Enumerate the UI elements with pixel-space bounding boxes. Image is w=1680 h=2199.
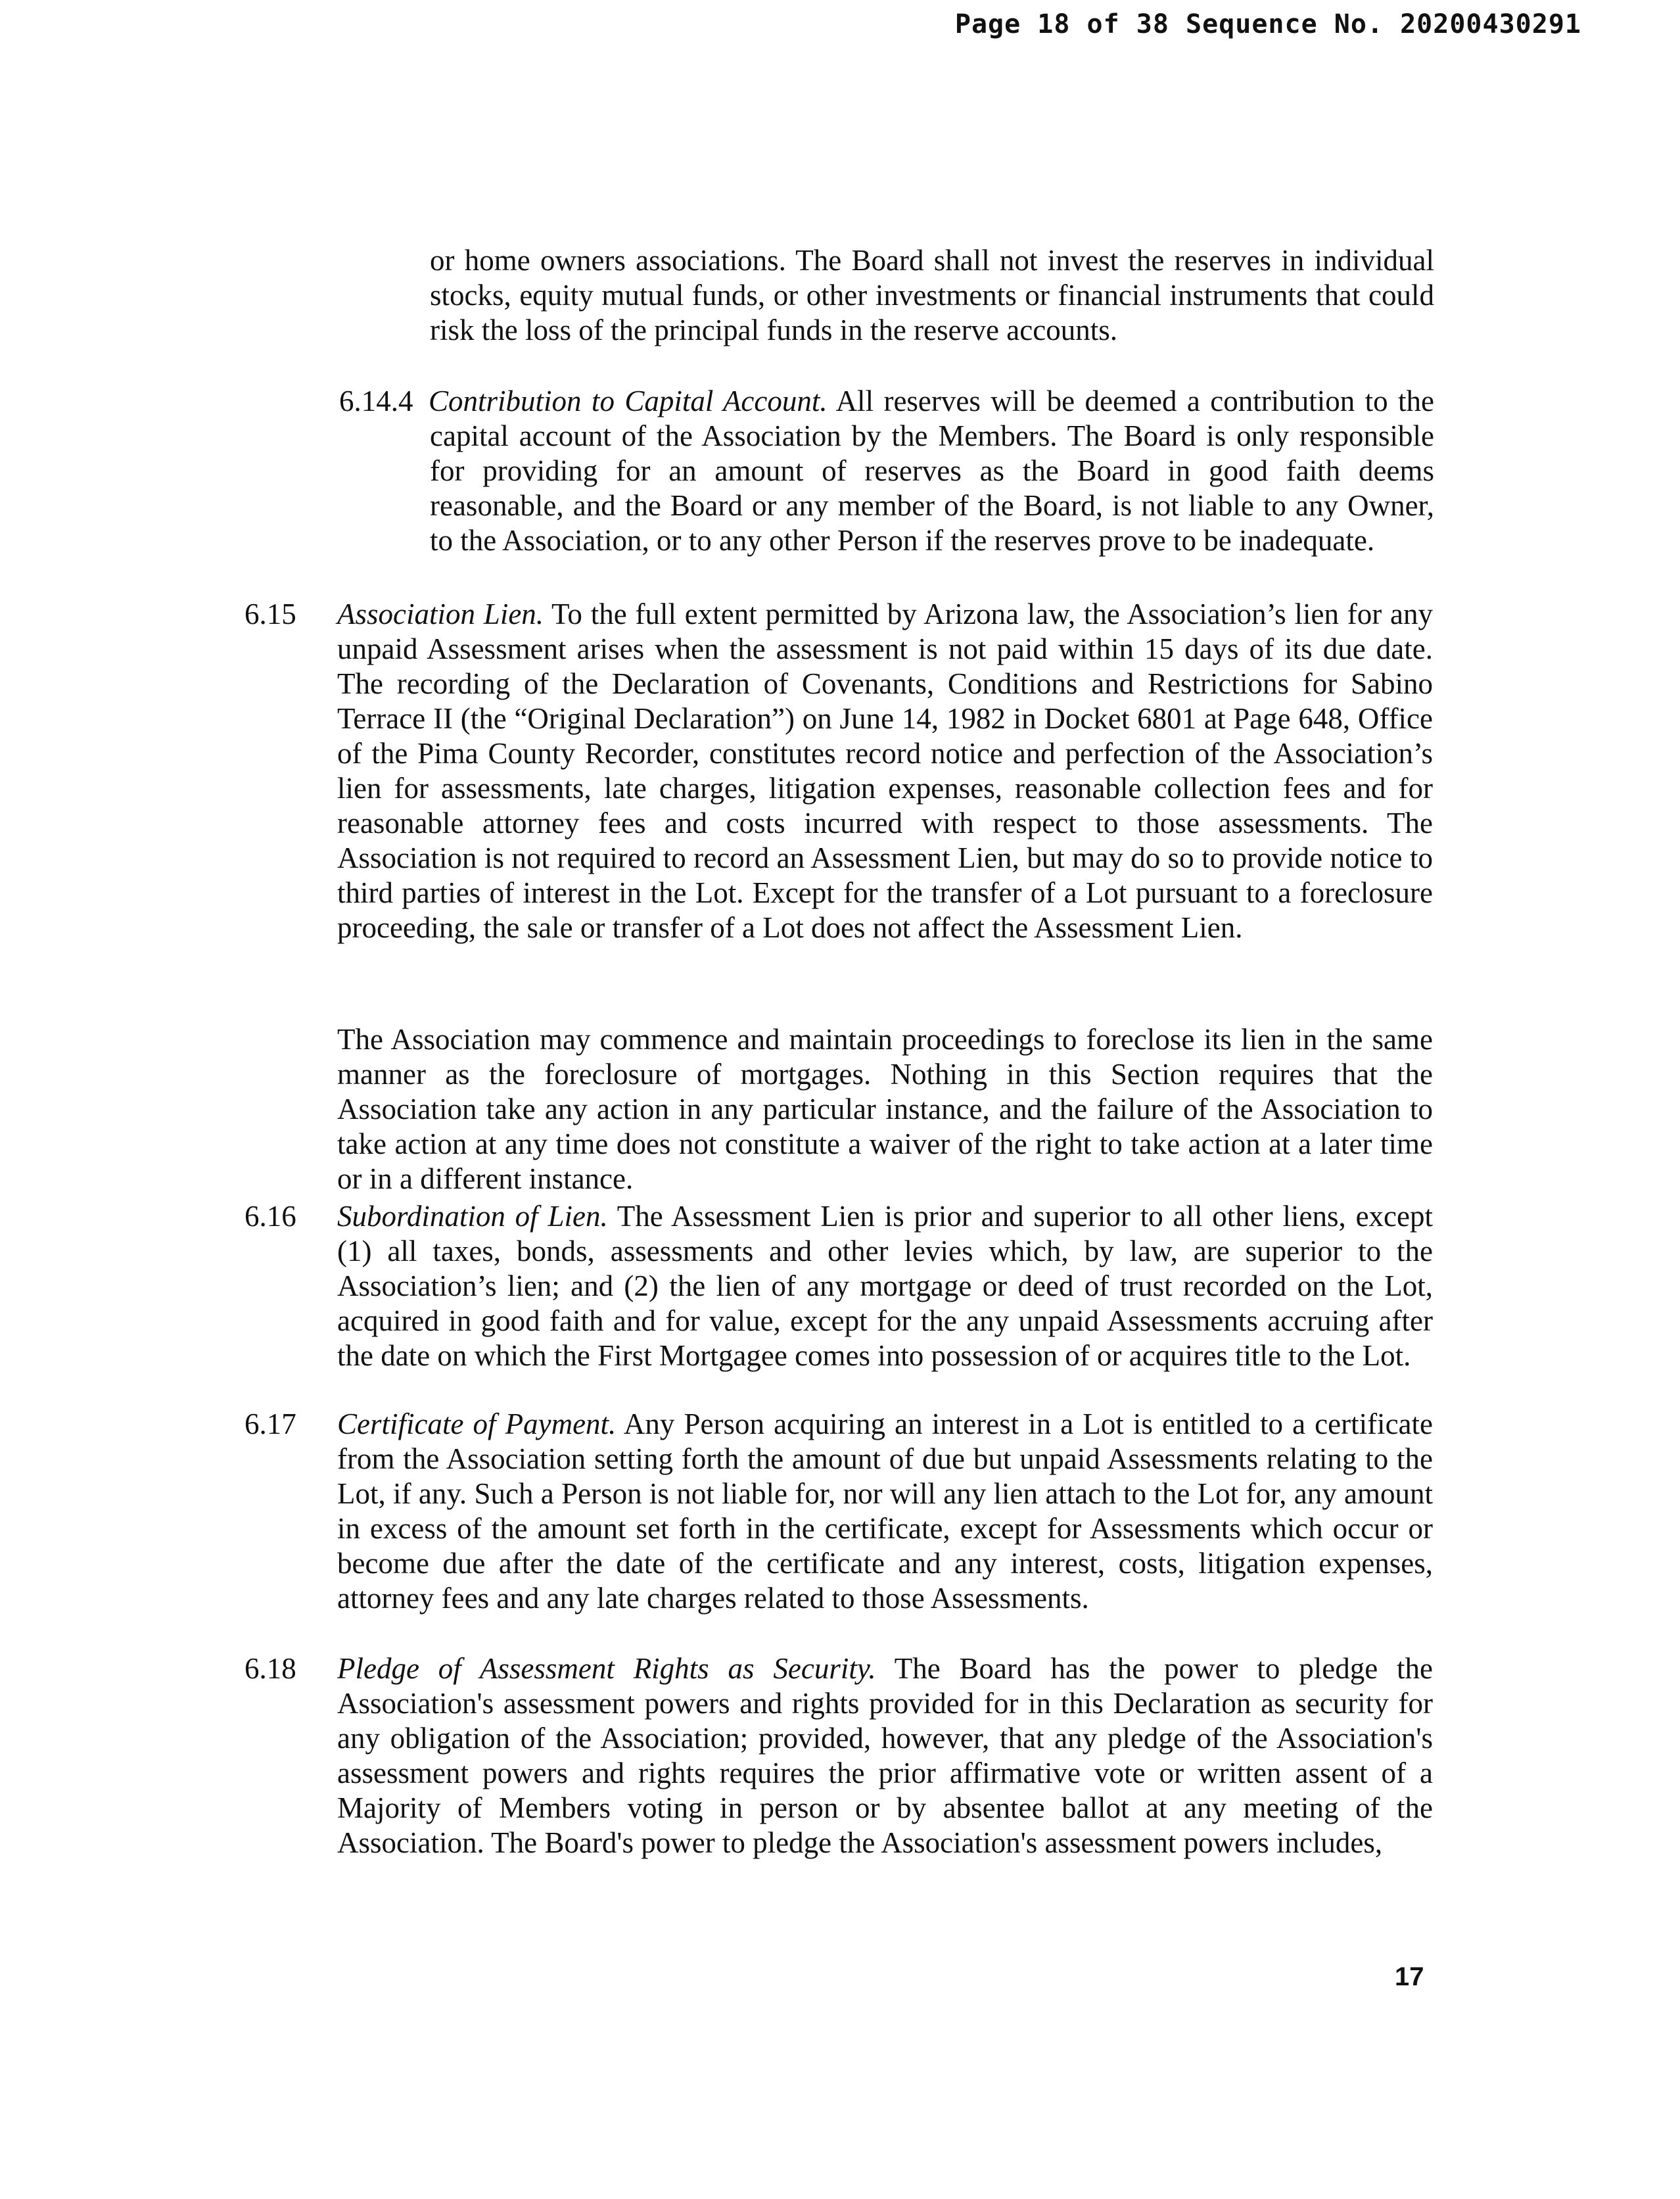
section-number: 6.15 — [245, 598, 296, 630]
section-text: All reserves will be deemed a contribution to the capital account of the Association by the Members. The Board is only responsible for providing for an amount of reserves as the Board in good faith deems reasonable, and the Board or any member of the Board, is not liable to any Owner, to the Association, or to any other Person if the reserves prove to be inadequate. — [430, 385, 1434, 557]
section-text: The Association may commence and maintain proceedings to foreclose its lien in the same manner as the foreclosure of mortgages. Nothing in this Section requires that the Association take any action in any particular instance, and the failure of the Association to take action at any time does not constitute a waiver of the right to take action at a later time or in a different instance. — [337, 1023, 1433, 1195]
section-6-16 — [337, 1199, 1433, 1373]
section-text: The Board has the power to pledge the Association's assessment powers and rights provided for in this Declaration as security for any obligation of the Association; provided, however, that any pledge of the Association's assessment powers and rights requires the prior affirmative vote or written assent of a Majority of Members voting in person or by absentee ballot at any meeting of the Association. The Board's power to pledge the Association's assessment powers includes, — [337, 1652, 1434, 1859]
section-6-15 — [337, 597, 1433, 945]
page-number: 17 — [1395, 1962, 1424, 1991]
section-number: 6.14.4 — [339, 385, 413, 417]
document-header: Page 18 of 38 Sequence No. 20200430291 — [954, 9, 1581, 39]
section-text: The Assessment Lien is prior and superior to all other liens, except (1) all taxes, bonds, assessments and other levies which, by law, are superior to the Association’s lien; and (2) the lien of any mortgage or deed of trust recorded on the Lot, acquired in good faith and for value, except for the any unpaid Assessments accruing after the date on which the First Mortgagee comes into possession of or acquires title to the Lot. — [337, 1200, 1434, 1372]
section-text: Any Person acquiring an interest in a Lot is entitled to a certificate from the Association setting forth the amount of due but unpaid Assessments relating to the Lot, if any. Such a Person is not liable for, nor will any lien attach to the Lot for, any amount in excess of the amount set forth in the certificate, except for Assessments which occur or become due after the date of the certificate and any interest, costs, litigation expenses, attorney fees and any late charges related to those Assessments. — [337, 1407, 1433, 1615]
section-number: 6.16 — [245, 1200, 296, 1233]
section-title: Pledge of Assessment Rights as Security. — [337, 1652, 876, 1685]
section-6-14-4 — [430, 384, 1434, 558]
continued-paragraph — [430, 243, 1434, 348]
section-6-15-paragraph-2 — [337, 1022, 1433, 1196]
section-title: Association Lien. — [337, 598, 544, 630]
section-title: Subordination of Lien. — [337, 1200, 608, 1233]
section-title: Contribution to Capital Account. — [429, 385, 828, 417]
section-6-17 — [337, 1407, 1433, 1616]
section-number: 6.17 — [245, 1407, 296, 1440]
continued-paragraph-text: or home owners associations. The Board shall not invest the reserves in individual stocks, equity mutual funds, or other investments or financial instruments that could risk the loss of the principal funds in the reserve accounts. — [430, 244, 1434, 346]
section-6-18 — [337, 1651, 1433, 1860]
section-text: To the full extent permitted by Arizona law, the Association’s lien for any unpaid Assessment arises when the assessment is not paid within 15 days of its due date. The recording of the Declaration of Covenants, Conditions and Restrictions for Sabino Terrace II (the “Original Declaration”) on June 14, 1982 in Docket 6801 at Page 648, Office of the Pima County Recorder, constitutes record notice and perfection of the Association’s lien for assessments, late charges, litigation expenses, reasonable collection fees and for reasonable attorney fees and costs incurred with respect to those assessments. The Association is not required to record an Assessment Lien, but may do so to provide notice to third parties of interest in the Lot. Except for the transfer of a Lot pursuant to a foreclosure proceeding, the sale or transfer of a Lot does not affect the Assessment Lien. — [337, 598, 1434, 944]
section-title: Certificate of Payment. — [337, 1407, 617, 1440]
section-number: 6.18 — [245, 1652, 296, 1685]
